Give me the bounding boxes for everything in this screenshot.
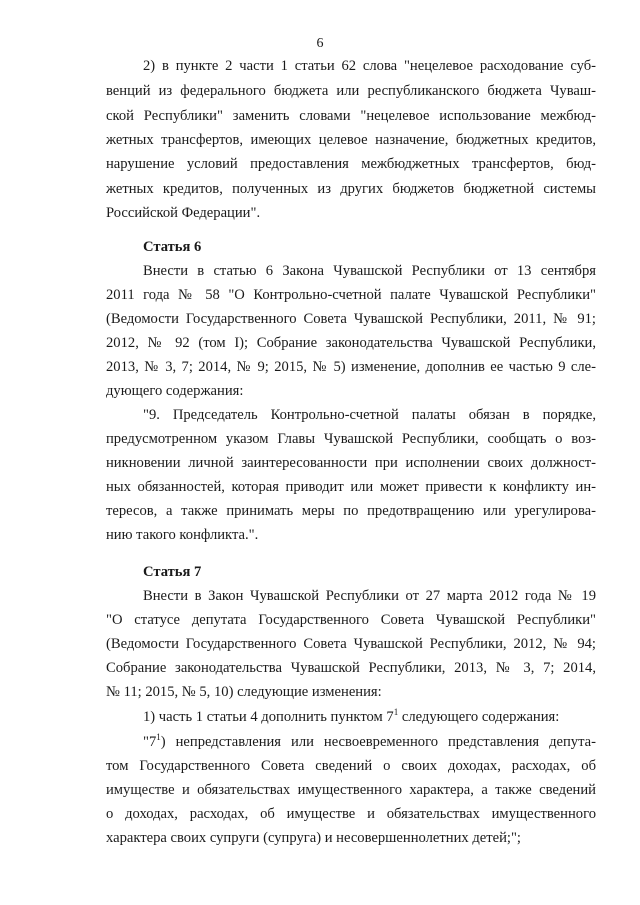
paragraph-line: (Ведомости Государственного Совета Чувашской Республики, 2012, № 94;: [106, 636, 596, 652]
paragraph-line: нию такого конфликта.".: [106, 527, 259, 543]
paragraph-line: Российской Федерации".: [106, 205, 261, 221]
paragraph-line: имуществе и обязательствах имущественного характера, а также сведений: [106, 782, 596, 798]
paragraph-line: 2) в пункте 2 части 1 статьи 62 слова "нецелевое расходование суб-: [143, 58, 596, 74]
paragraph-line: о доходах, расходах, об имуществе и обязательствах имущественного: [106, 806, 596, 822]
paragraph-line: предусмотренном указом Главы Чувашской Республики, сообщать о воз-: [106, 431, 596, 447]
paragraph-line: "9. Председатель Контрольно-счетной палаты обязан в порядке,: [143, 407, 596, 423]
paragraph-line: венций из федерального бюджета или республиканского бюджета Чуваш-: [106, 83, 596, 99]
paragraph-line: тересов, а также принимать меры по предотвращению или урегулирова-: [106, 503, 596, 519]
page-number: 6: [316, 36, 324, 51]
paragraph-line: 2012, № 92 (том I); Собрание законодательства Чувашской Республики,: [106, 335, 596, 351]
paragraph-line: жетных кредитов, полученных из других бюджетов бюджетной системы: [106, 181, 596, 197]
quote-first-line: "$7^1$) непредставления или несвоевременного представления депута-: [143, 732, 596, 750]
paragraph-line: жетных трансфертов, имеющих целевое назначение, бюджетных кредитов,: [106, 132, 596, 148]
paragraph-line: Внести в Закон Чувашской Республики от 27 марта 2012 года № 19: [143, 588, 596, 604]
paragraph-line: Внести в статью 6 Закона Чувашской Республики от 13 сентября: [143, 263, 596, 279]
article-6-heading: Статья 6: [143, 239, 202, 255]
paragraph-line: (Ведомости Государственного Совета Чувашской Республики, 2011, № 91;: [106, 311, 596, 327]
paragraph-line: нарушение условий предоставления межбюджетных трансфертов, бюд-: [106, 156, 596, 172]
paragraph-line: 2011 года № 58 "О Контрольно-счетной палате Чувашской Республики": [106, 287, 596, 303]
item-1-line: 1) часть 1 статьи 4 дополнить пунктом $7^1$ следующего содержания:: [143, 707, 560, 725]
paragraph-line: № 11; 2015, № 5, 10) следующие изменения:: [106, 684, 382, 700]
paragraph-line: дующего содержания:: [106, 383, 244, 399]
paragraph-line: 2013, № 3, 7; 2014, № 9; 2015, № 5) изменение, дополнив ее частью 9 сле-: [106, 359, 596, 375]
paragraph-line: ных обязанностей, которая приводит или может привести к конфликту ин-: [106, 479, 596, 495]
paragraph-line: Собрание законодательства Чувашской Республики, 2013, № 3, 7; 2014,: [106, 660, 596, 676]
paragraph-line: "О статусе депутата Государственного Совета Чувашской Республики": [106, 612, 596, 628]
paragraph-line: характера своих супруги (супруга) и несовершеннолетних детей;";: [106, 830, 521, 846]
article-7-heading: Статья 7: [143, 564, 202, 580]
paragraph-line: никновении личной заинтересованности при исполнении своих должност-: [106, 455, 596, 471]
paragraph-line: том Государственного Совета сведений о своих доходах, расходах, об: [106, 758, 596, 774]
paragraph-line: ской Республики" заменить словами "нецелевое использование межбюд-: [106, 108, 596, 124]
